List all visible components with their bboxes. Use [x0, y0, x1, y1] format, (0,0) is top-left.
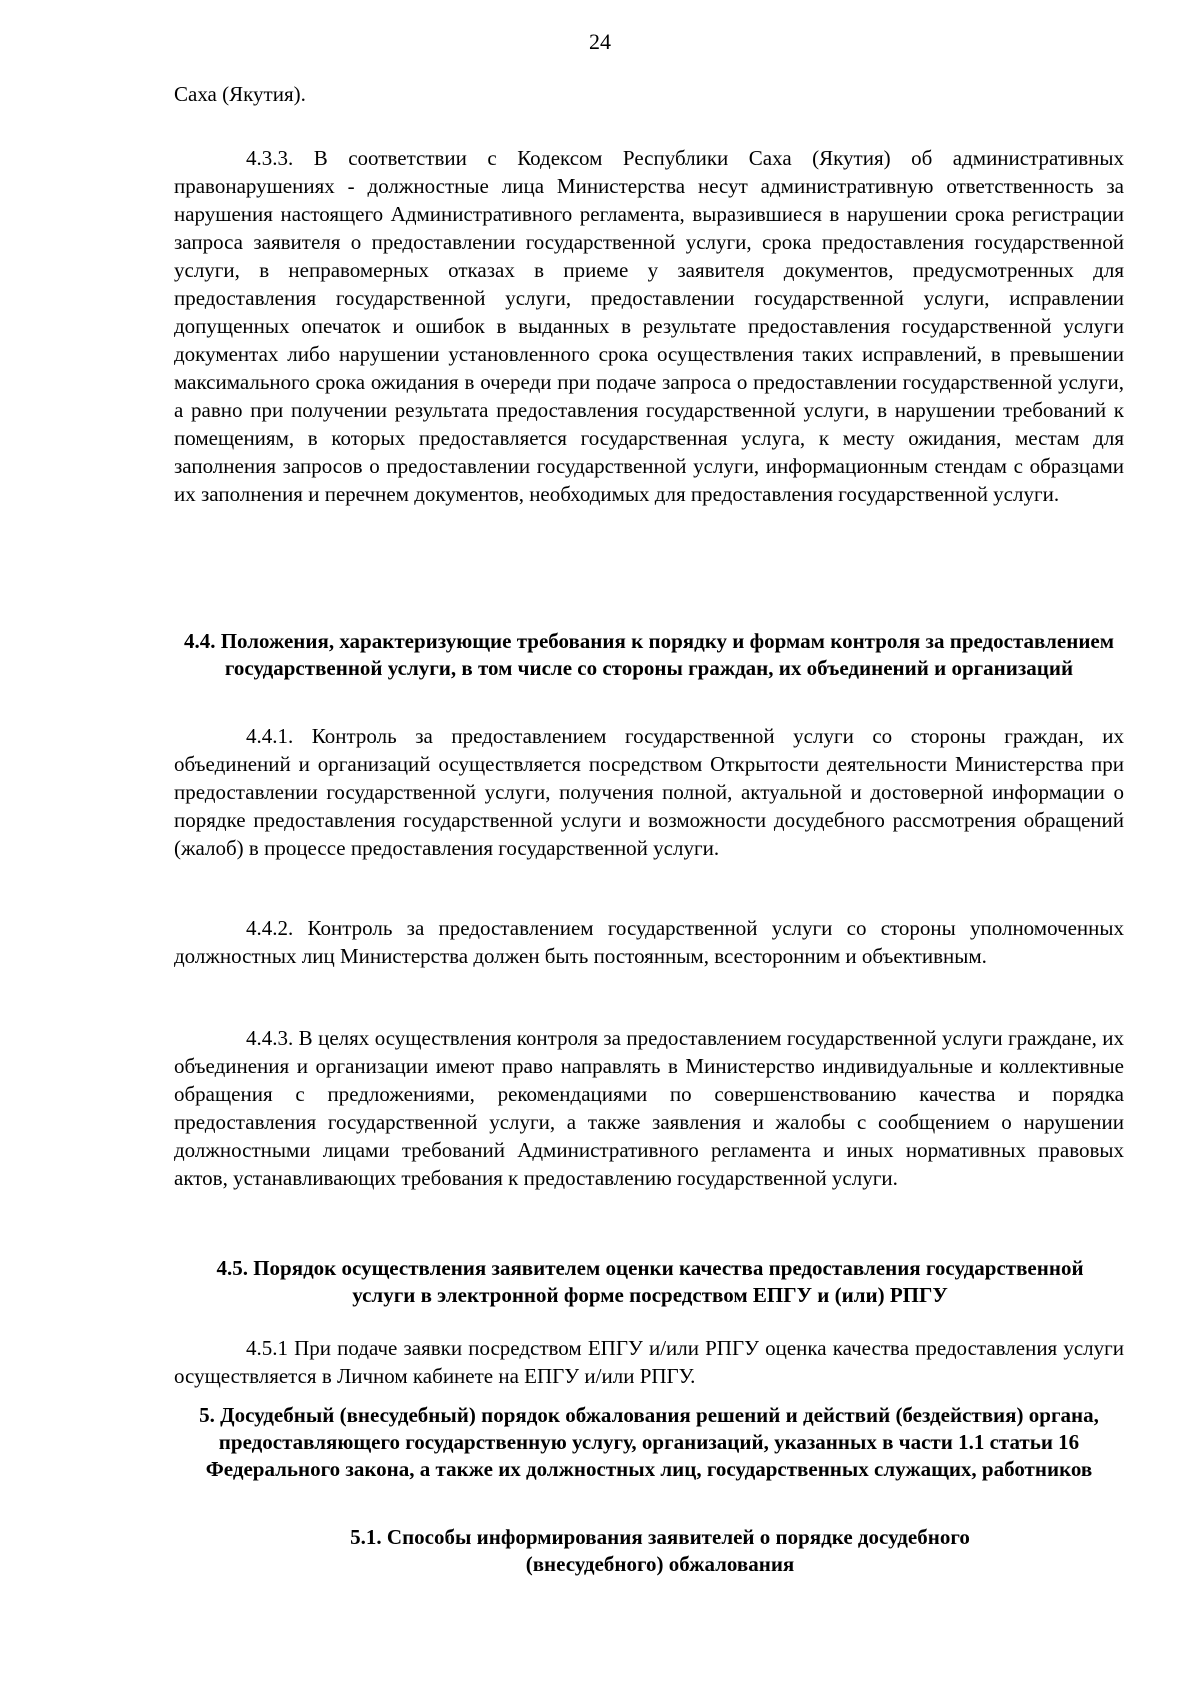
paragraph-4-4-2: 4.4.2. Контроль за предоставлением государственной услуги со стороны уполномоченных должностных лиц Министерства должен быть постоянным, всесторонним и объективным.	[174, 916, 1124, 968]
heading-4-5: 4.5. Порядок осуществления заявителем оценки качества предоставления государственной услуги в электронной форме посредством ЕПГУ и (или) РПГУ	[216, 1256, 1084, 1307]
paragraph-4-4-1: 4.4.1. Контроль за предоставлением государственной услуги со стороны граждан, их объединений и организаций осуществляется посредством Открытости деятельности Министерства при предоставлении государственной услуги, получения полной, актуальной и достоверной информации о порядке предоставления государственной услуги и возможности досудебного рассмотрения обращений (жалоб) в процессе предоставления государственной услуги.	[174, 724, 1124, 860]
paragraph-4-3-2-tail: Саха (Якутия).	[174, 82, 306, 106]
heading-5-1: 5.1. Способы информирования заявителей о порядке досудебного (внесудебного) обжалования	[350, 1525, 970, 1576]
paragraph-4-4-3: 4.4.3. В целях осуществления контроля за предоставлением государственной услуги граждане, их объединения и организации имеют право направлять в Министерство индивидуальные и коллективные обращения с предложениями, рекомендациями по совершенствованию качества и порядка предоставления государственной услуги, а также заявления и жалобы с сообщением о нарушении должностными лицами требований Административного регламента и иных нормативных правовых актов, устанавливающих требования к предоставлению государственной услуги.	[174, 1026, 1124, 1190]
page-number: 24	[589, 29, 611, 54]
paragraph-4-3-3: 4.3.3. В соответствии с Кодексом Республики Саха (Якутия) об административных правонарушениях - должностные лица Министерства несут административную ответственность за нарушения настоящего Административного регламента, выразившиеся в нарушении срока регистрации запроса заявителя о предоставлении государственной услуги, срока предоставления государственной услуги, в неправомерных отказах в приеме у заявителя документов, предусмотренных для предоставления государственной услуги, предоставлении государственной услуги, исправлении допущенных опечаток и ошибок в выданных в результате предоставления государственной услуги документах либо нарушении установленного срока осуществления таких исправлений, в превышении максимального срока ожидания в очереди при подаче запроса о предоставлении государственной услуги, а равно при получении результата предоставления государственной услуги, в нарушении требований к помещениям, в которых предоставляется государственная услуга, к месту ожидания, местам для заполнения запросов о предоставлении государственной услуги, информационным стендам с образцами их заполнения и перечнем документов, необходимых для предоставления государственной услуги.	[174, 146, 1124, 506]
heading-4-4: 4.4. Положения, характеризующие требования к порядку и формам контроля за предоставлением государственной услуги, в том числе со стороны граждан, их объединений и организаций	[183, 629, 1115, 680]
heading-5: 5. Досудебный (внесудебный) порядок обжалования решений и действий (бездействия) органа, предоставляющего государственную услугу, организаций, указанных в части 1.1 статьи 16 Федерального закона, а также их должностных лиц, государственных служащих, работников	[199, 1403, 1099, 1481]
paragraph-4-5-1: 4.5.1 При подаче заявки посредством ЕПГУ и/или РПГУ оценка качества предоставления услуги осуществляется в Личном кабинете на ЕПГУ и/или РПГУ.	[174, 1336, 1124, 1388]
